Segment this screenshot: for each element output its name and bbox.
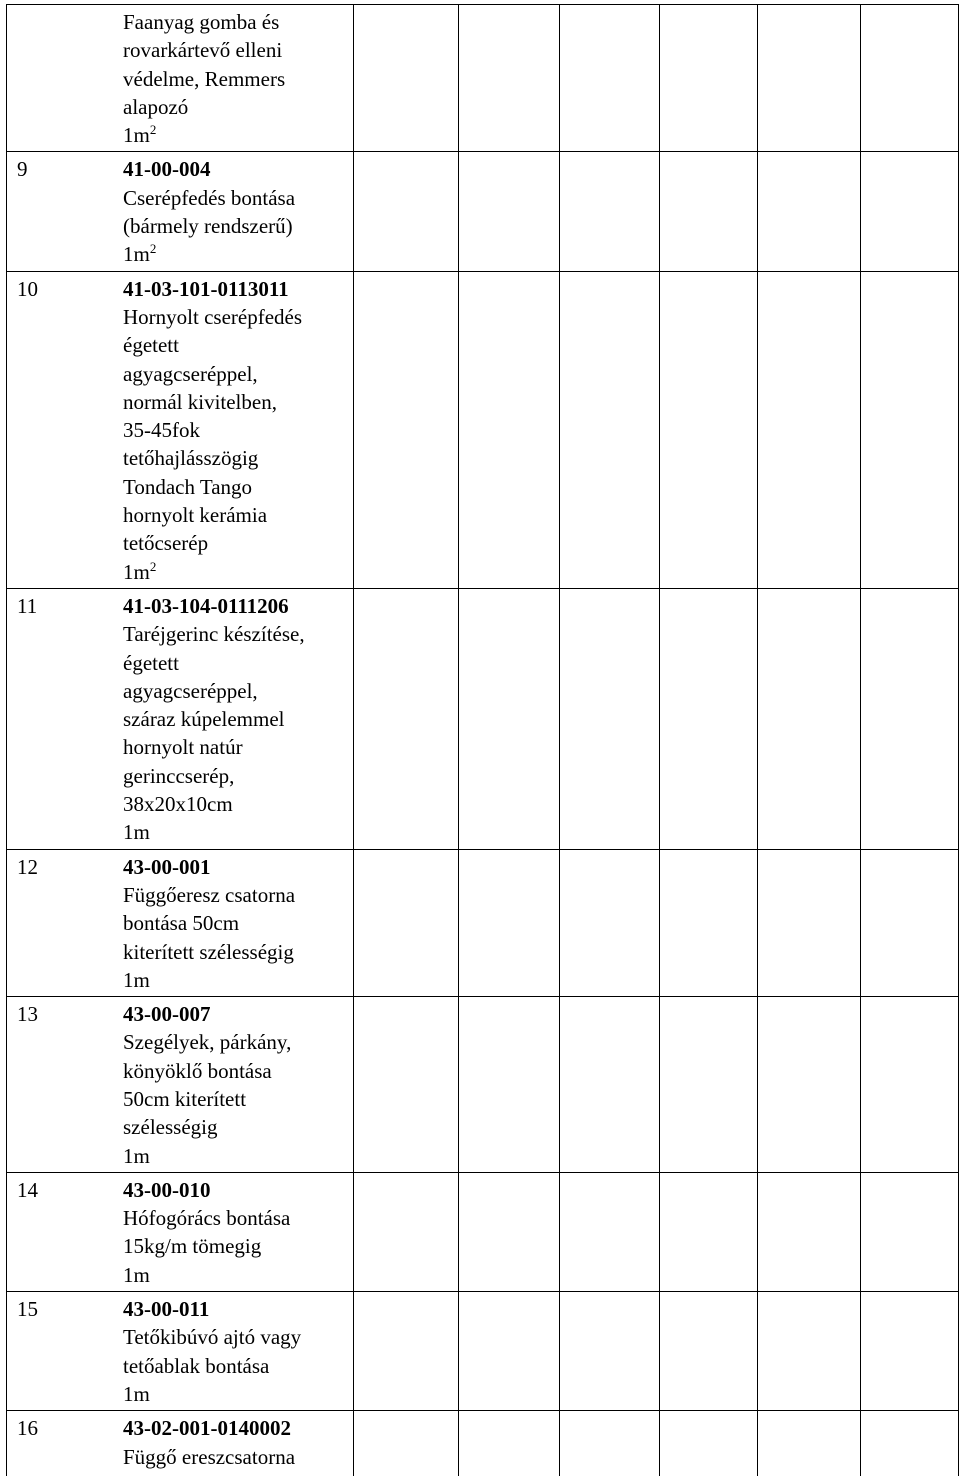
empty-cell <box>861 152 959 271</box>
item-number: 14 <box>17 1176 38 1204</box>
item-description-line: égetett <box>7 649 353 677</box>
empty-cell <box>660 152 758 271</box>
item-description-line: alapozó <box>7 93 353 121</box>
item-cell <box>7 1172 354 1291</box>
empty-cell <box>560 1292 660 1411</box>
empty-cell <box>459 152 560 271</box>
item-cell <box>7 588 354 849</box>
item-code: 43-00-001 <box>123 855 211 879</box>
item-description-line: Hófogórács bontása <box>7 1204 353 1232</box>
empty-cell <box>459 997 560 1173</box>
item-description-line: (bármely rendszerű) <box>7 212 353 240</box>
item-description-line: 15kg/m tömegig <box>7 1232 353 1260</box>
table-row <box>7 5 959 152</box>
item-code: 41-03-101-0113011 <box>123 277 289 301</box>
item-description-line: 38x20x10cm <box>7 790 353 818</box>
item-cell <box>7 1292 354 1411</box>
item-number: 12 <box>17 853 38 881</box>
empty-cell <box>459 588 560 849</box>
item-description-line: száraz kúpelemmel <box>7 705 353 733</box>
empty-cell <box>560 271 660 588</box>
item-description-line: hornyolt kerámia <box>7 501 353 529</box>
item-number: 10 <box>17 275 38 303</box>
item-number: 11 <box>17 592 37 620</box>
empty-cell <box>660 5 758 152</box>
item-description-line: szélességig <box>7 1113 353 1141</box>
empty-cell <box>354 5 459 152</box>
item-description-line: Szegélyek, párkány, <box>7 1028 353 1056</box>
item-description-line: Tondach Tango <box>7 473 353 501</box>
item-number: 9 <box>17 155 28 183</box>
empty-cell <box>861 1172 959 1291</box>
item-description-line: kiterített szélességig <box>7 938 353 966</box>
item-description-line: hornyolt natúr <box>7 733 353 761</box>
empty-cell <box>560 849 660 996</box>
item-unit: 1m <box>7 1380 353 1408</box>
empty-cell <box>354 1411 459 1476</box>
empty-cell <box>758 588 861 849</box>
item-description-line: Faanyag gomba és <box>7 8 353 36</box>
item-code: 43-00-007 <box>123 1002 211 1026</box>
item-description-line: Függőeresz csatorna <box>7 881 353 909</box>
item-description-line: tetőhajlásszögig <box>7 444 353 472</box>
empty-cell <box>758 1292 861 1411</box>
empty-cell <box>660 1411 758 1476</box>
empty-cell <box>660 849 758 996</box>
empty-cell <box>560 1172 660 1291</box>
item-cell <box>7 1411 354 1476</box>
item-number: 15 <box>17 1295 38 1323</box>
empty-cell <box>758 1172 861 1291</box>
item-description-line: könyöklő bontása <box>7 1057 353 1085</box>
item-description-line: tetőablak bontása <box>7 1352 353 1380</box>
empty-cell <box>660 1172 758 1291</box>
empty-cell <box>861 1292 959 1411</box>
empty-cell <box>861 1411 959 1476</box>
item-cell <box>7 271 354 588</box>
item-description-line: védelme, Remmers <box>7 65 353 93</box>
empty-cell <box>459 1292 560 1411</box>
item-unit: $1m^2$ <box>7 240 353 268</box>
item-unit: $1m^2$ <box>7 558 353 586</box>
item-description-line: agyagcseréppel, <box>7 677 353 705</box>
item-description-line: Tetőkibúvó ajtó vagy <box>7 1323 353 1351</box>
unit-superscript: 2 <box>150 559 157 574</box>
item-description-line: bontása 50cm <box>7 909 353 937</box>
table-row <box>7 152 959 271</box>
item-description-line: Taréjgerinc készítése, <box>7 620 353 648</box>
unit-superscript: 2 <box>150 122 157 137</box>
empty-cell <box>560 152 660 271</box>
empty-cell <box>660 588 758 849</box>
item-cell <box>7 152 354 271</box>
empty-cell <box>861 271 959 588</box>
empty-cell <box>560 588 660 849</box>
empty-cell <box>459 271 560 588</box>
item-code: 41-00-004 <box>123 157 211 181</box>
empty-cell <box>459 5 560 152</box>
empty-cell <box>758 271 861 588</box>
empty-cell <box>354 152 459 271</box>
item-code: 41-03-104-0111206 <box>123 594 289 618</box>
table-row <box>7 849 959 996</box>
item-description-line: tetőcserép <box>7 529 353 557</box>
item-unit: 1m <box>7 1142 353 1170</box>
item-unit: 1m <box>7 1261 353 1289</box>
empty-cell <box>459 1411 560 1476</box>
empty-cell <box>758 1411 861 1476</box>
empty-cell <box>560 1411 660 1476</box>
empty-cell <box>459 1172 560 1291</box>
empty-cell <box>758 997 861 1173</box>
item-description-line: 50cm kiterített <box>7 1085 353 1113</box>
item-unit: 1m <box>7 818 353 846</box>
empty-cell <box>861 849 959 996</box>
cost-estimate-table <box>6 4 959 1476</box>
table-body <box>7 5 959 1476</box>
empty-cell <box>758 5 861 152</box>
empty-cell <box>354 588 459 849</box>
empty-cell <box>758 849 861 996</box>
table-row <box>7 1172 959 1291</box>
item-unit: 1m <box>7 966 353 994</box>
empty-cell <box>660 271 758 588</box>
item-cell <box>7 5 354 152</box>
item-number: 16 <box>17 1414 38 1442</box>
unit-superscript: 2 <box>150 241 157 256</box>
empty-cell <box>354 849 459 996</box>
item-description-line: rovarkártevő elleni <box>7 36 353 64</box>
item-description-line: Hornyolt cserépfedés <box>7 303 353 331</box>
item-cell <box>7 849 354 996</box>
empty-cell <box>354 1292 459 1411</box>
empty-cell <box>560 997 660 1173</box>
item-description-line: 35-45fok <box>7 416 353 444</box>
item-code: 43-02-001-0140002 <box>123 1416 291 1440</box>
empty-cell <box>560 5 660 152</box>
item-code: 43-00-010 <box>123 1178 211 1202</box>
item-description-line: égetett <box>7 331 353 359</box>
table-row <box>7 588 959 849</box>
table-row <box>7 271 959 588</box>
item-description-line: gerinccserép, <box>7 762 353 790</box>
item-description-line: normál kivitelben, <box>7 388 353 416</box>
empty-cell <box>660 1292 758 1411</box>
empty-cell <box>660 997 758 1173</box>
table-row <box>7 1292 959 1411</box>
empty-cell <box>861 5 959 152</box>
table-row <box>7 997 959 1173</box>
item-cell <box>7 997 354 1173</box>
empty-cell <box>861 588 959 849</box>
document-page <box>6 4 958 1428</box>
item-description-line: Cserépfedés bontása <box>7 184 353 212</box>
item-description-line: agyagcseréppel, <box>7 360 353 388</box>
empty-cell <box>459 849 560 996</box>
item-code: 43-00-011 <box>123 1297 209 1321</box>
empty-cell <box>758 152 861 271</box>
item-description-line: Függő ereszcsatorna <box>7 1443 353 1471</box>
empty-cell <box>354 271 459 588</box>
table-row <box>7 1411 959 1476</box>
item-unit: $1m^2$ <box>7 121 353 149</box>
empty-cell <box>354 1172 459 1291</box>
empty-cell <box>861 997 959 1173</box>
item-number: 13 <box>17 1000 38 1028</box>
empty-cell <box>354 997 459 1173</box>
